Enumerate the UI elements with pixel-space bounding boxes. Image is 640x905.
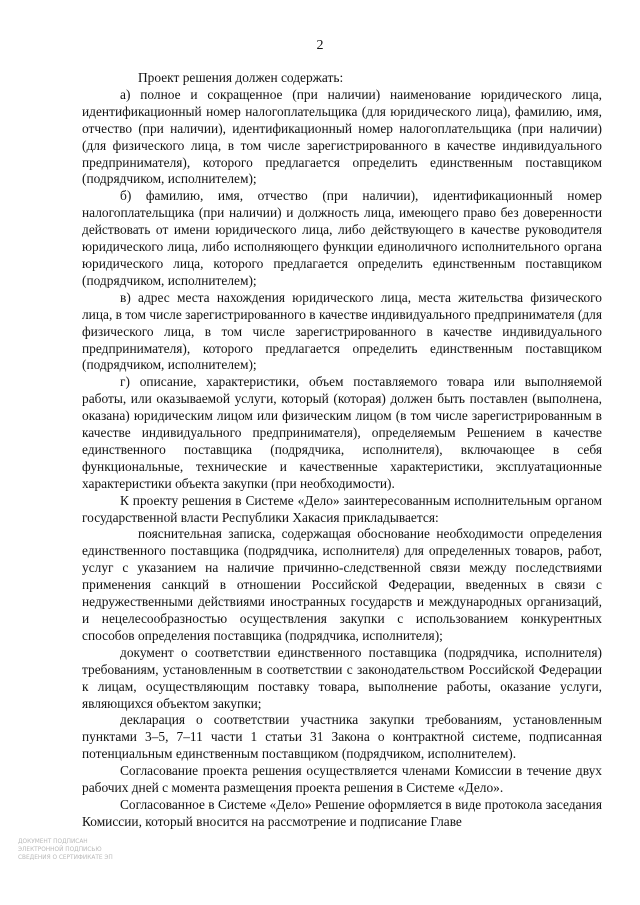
- electronic-signature-stamp: [18, 838, 168, 890]
- stamp-line: ЭЛЕКТРОННОЙ ПОДПИСЬЮ: [18, 847, 102, 853]
- stamp-line: ДОКУМЕНТ ПОДПИСАН: [18, 839, 88, 845]
- paragraph-explanatory-note: пояснительная записка, содержащая обоснование необходимости определения единственного поставщика (подрядчика, исполнителя) для определенных товаров, работ, услуг с указанием на наличие причинно-следственной связи между последствиями применения санкций в отношении Российской Федерации, введенных в связи с недружественными действиями иностранных государств и международных организаций, и нецелесообразностью осуществления закупки с использованием конкурентных способов определения поставщика (подрядчика, исполнителя);: [82, 526, 602, 643]
- document-body: [82, 70, 602, 831]
- paragraph-compliance-document: документ о соответствии единственного поставщика (подрядчика, исполнителя) требованиям, установленным в соответствии с законодательством Российской Федерации к лицам, осуществляющим поставку товара, выполнение работы, оказание услуги, являющихся объектом закупки;: [82, 644, 602, 711]
- paragraph-item-b: б) фамилию, имя, отчество (при наличии), идентификационный номер налогоплательщика (при наличии) и должность лица, имеющего право без доверенности действовать от имени юридического лица, либо действующего в качестве руководителя юридического лица, либо исполняющего функции единоличного исполнительного органа юридического лица, которого предлагается определить единственным поставщиком (подрядчиком, исполнителем);: [82, 188, 602, 288]
- paragraph-approval-terms: Согласование проекта решения осуществляется членами Комиссии в течение двух рабочих дней с момента размещения проекта решения в Системе «Дело».: [82, 763, 602, 796]
- paragraph-item-g: г) описание, характеристики, объем поставляемого товара или выполняемой работы, или оказываемой услуги, который (которая) должен быть поставлен (выполнена, оказана) юридическим лицом или физическим лицом (в том числе зарегистрированным в качестве индивидуального предпринимателя), определяемым Решением в качестве единственного поставщика (подрядчика, исполнителя), включающее в себя функциональные, технические и качественные характеристики, эксплуатационные характеристики объекта закупки (при необходимости).: [82, 374, 602, 491]
- page-number: 2: [316, 38, 324, 53]
- paragraph-intro: Проект решения должен содержать:: [138, 70, 344, 85]
- paragraph-attachments-intro: К проекту решения в Системе «Дело» заинтересованным исполнительным органом государственной власти Республики Хакасия прикладывается:: [82, 492, 602, 525]
- stamp-line: СВЕДЕНИЯ О СЕРТИФИКАТЕ ЭП: [18, 855, 113, 861]
- paragraph-declaration: декларация о соответствии участника закупки требованиям, установленным пунктами 3–5, 7–11 части 1 статьи 31 Закона о контрактной системе, подписанная потенциальным единственным поставщиком (подрядчиком, исполнителем).: [82, 712, 602, 762]
- paragraph-protocol: Согласованное в Системе «Дело» Решение оформляется в виде протокола заседания Комиссии, который вносится на рассмотрение и подписание Главе: [82, 796, 602, 829]
- paragraph-item-v: в) адрес места нахождения юридического лица, места жительства физического лица, в том числе зарегистрированного в качестве индивидуального предпринимателя (для физического лица, в том числе зарегистрированного в качестве индивидуального предпринимателя), которого предлагается определить единственным поставщиком (подрядчиком, исполнителем);: [82, 289, 602, 373]
- paragraph-item-a: а) полное и сокращенное (при наличии) наименование юридического лица, идентификационный номер налогоплательщика (для юридического лица), фамилию, имя, отчество (при наличии), идентификационный номер налогоплательщика (при наличии) (для физического лица, в том числе зарегистрированного в качестве индивидуального предпринимателя), которого предлагается определить единственным поставщиком (подрядчиком, исполнителем);: [82, 86, 602, 187]
